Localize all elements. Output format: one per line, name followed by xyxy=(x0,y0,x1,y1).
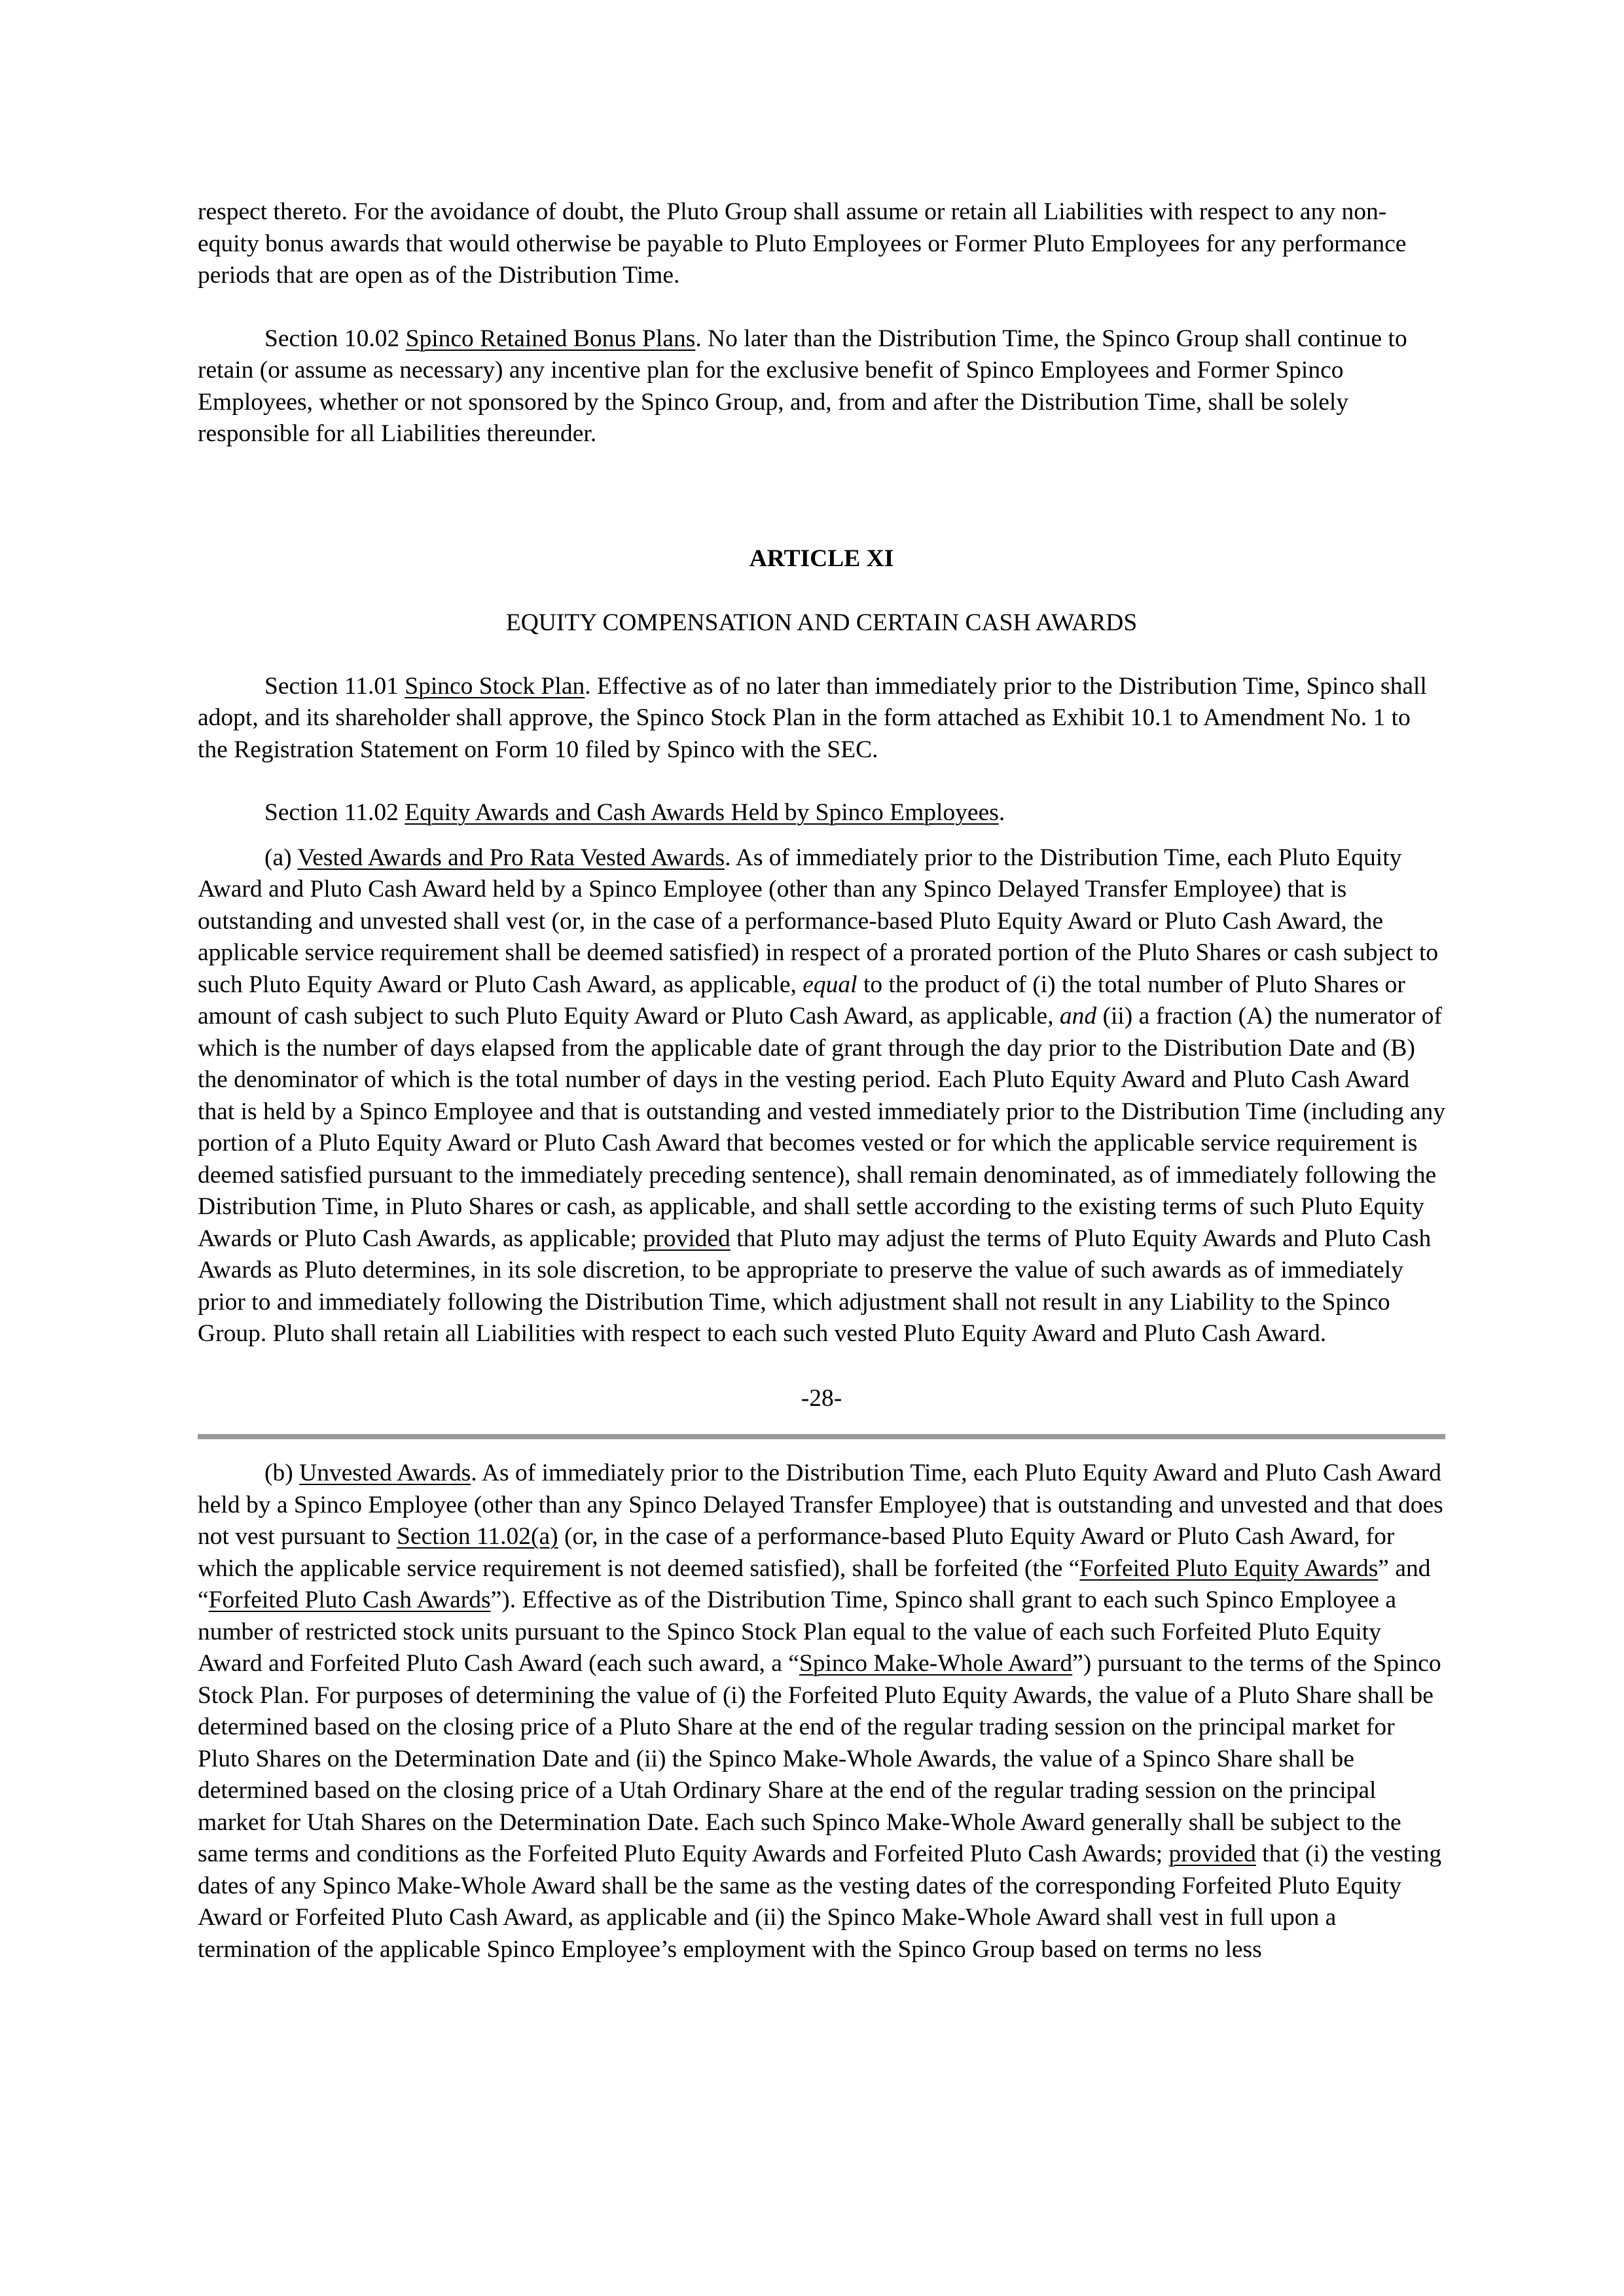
subsection-b-text-6: that (i) the vesting dates of any Spinco Make-Whole Award shall be the same as the vesting dates of the corresponding Forfeited Pluto Equity Award or Forfeited Pluto Cash Award, as applicable and (ii) the Spinco Make-Whole Award shall vest in full upon a termination of the applicable Spinco Employee’s employment with the Spinco Group based on terms no less xyxy=(198,1840,1442,1963)
article-heading: ARTICLE XI xyxy=(749,545,894,572)
subsection-a-provided: provided xyxy=(643,1225,731,1252)
subsection-a-text-1: . As of immediately prior to the Distribution Time, each Pluto Equity Award and Pluto Cash Award held by a Spinco Employee (other than any Spinco Delayed Transfer Employee) that is outstanding and unvested shall vest (or, in the case of a performance-based Pluto Equity Award or Pluto Cash Award, the applicable service requirement shall be deemed satisfied) in respect of a prorated portion of the Pluto Shares or cash subject to such Pluto Equity Award or Pluto Cash Award, as applicable, xyxy=(198,844,1439,998)
section-10-02-body: . No later than the Distribution Time, the Spinco Group shall continue to retain (or assume as necessary) any incentive plan for the exclusive benefit of Spinco Employees and Former Spinco Employees, whether or not sponsored by the Spinco Group, and, from and after the Distribution Time, shall be solely responsible for all Liabilities thereunder. xyxy=(198,325,1407,447)
defined-term-forfeited-pluto-equity-awards: Forfeited Pluto Equity Awards xyxy=(1079,1554,1379,1582)
subsection-b-provided: provided xyxy=(1168,1840,1256,1867)
subsection-b-label: (b) xyxy=(264,1460,300,1486)
subsection-a-label: (a) xyxy=(264,844,298,871)
subsection-a-text-2: to the product of (i) the total number of Pluto Shares or amount of cash subject to such Pluto Equity Award or Pluto Cash Award, as applicable xyxy=(198,971,1405,1030)
subsection-b-text-1: . As of immediately prior to the Distribution Time, each Pluto Equity Award and Pluto Cash Award held by a Spinco Employee (other than any Spinco Delayed Transfer Employee) that is outstanding and unvested and that does not vest pursuant to xyxy=(198,1460,1443,1550)
subsection-a-paragraph xyxy=(198,842,1445,1350)
subsection-a-equal: equal xyxy=(803,971,857,998)
defined-term-forfeited-pluto-cash-awards: Forfeited Pluto Cash Awards xyxy=(208,1587,491,1613)
section-11-01-number: Section 11.01 xyxy=(264,672,405,700)
defined-term-spinco-make-whole-award: Spinco Make-Whole Award xyxy=(799,1650,1073,1677)
subsection-b-paragraph xyxy=(198,1458,1445,1965)
subsection-b-text-5: ”) pursuant to the terms of the Spinco Stock Plan. For purposes of determining the value of (i) the Forfeited Pluto Equity Awards, the value of a Pluto Share shall be determined based on the closing price of a Pluto Share at the end of the regular trading session on the principal market for Pluto Shares on the Determination Date and (ii) the Spinco Make-Whole Awards, the value of a Spinco Share shall be determined based on the closing price of a Utah Ordinary Share at the end of the regular trading session on the principal market for Utah Shares on the Determination Date. Each such Spinco Make-Whole Award generally shall be subject to the same terms and conditions as the Forfeited Pluto Equity Awards and Forfeited Pluto Cash Awards; xyxy=(198,1650,1441,1867)
subsection-a-and: , and xyxy=(1047,1003,1097,1030)
subsection-a-text-3: (ii) a fraction (A) the numerator of which is the number of days elapsed from the applicable date of grant through the day prior to the Distribution Date and (B) the denominator of which is the total number of days in the vesting period. Each Pluto Equity Award and Pluto Cash Award that is held by a Spinco Employee and that is outstanding and vested immediately prior to the Distribution Time (including any portion of a Pluto Equity Award or Pluto Cash Award that becomes vested or for which the applicable service requirement is deemed satisfied pursuant to the immediately preceding sentence), shall remain denominated, as of immediately following the Distribution Time, in Pluto Shares or cash, as applicable, and shall settle according to the existing terms of such Pluto Equity Awards or Pluto Cash Awards, as applicable; xyxy=(198,1003,1445,1252)
section-11-02-number: Section 11.02 xyxy=(264,799,405,826)
subsection-b-text-4: ”). Effective as of the Distribution Time, Spinco shall grant to each such Spinco Employee a number of restricted stock units pursuant to the Spinco Stock Plan equal to the value of each such Forfeited Pluto Equity Award and Forfeited Pluto Cash Award (each such award, a “ xyxy=(198,1587,1396,1677)
section-11-01-body: . Effective as of no later than immediately prior to the Distribution Time, Spinco shall adopt, and its shareholder shall approve, the Spinco Stock Plan in the form attached as Exhibit 10.1 to Amendment No. 1 to the Registration Statement on Form 10 filed by Spinco with the SEC. xyxy=(198,672,1427,763)
article-title: EQUITY COMPENSATION AND CERTAIN CASH AWARDS xyxy=(505,609,1138,636)
subsection-b-title: Unvested Awards xyxy=(299,1460,471,1486)
carryover-paragraph: respect thereto. For the avoidance of doubt, the Pluto Group shall assume or retain all Liabilities with respect to any non-equity bonus awards that would otherwise be payable to Pluto Employees or Former Pluto Employees for any performance periods that are open as of the Distribution Time. xyxy=(198,198,1407,289)
subsection-b-text-2: (or, in the case of a performance-based Pluto Equity Award or Pluto Cash Award, for which the applicable service requirement is not deemed satisfied), shall be forfeited (the “ xyxy=(198,1523,1395,1582)
section-11-02-end: . xyxy=(998,799,1005,826)
subsection-a-text-4: that Pluto may adjust the terms of Pluto Equity Awards and Pluto Cash Awards as Pluto determines, in its sole discretion, to be appropriate to preserve the value of such awards as of immediately prior to and immediately following the Distribution Time, which adjustment shall not result in any Liability to the Spinco Group. Pluto shall retain all Liabilities with respect to each such vested Pluto Equity Award and Pluto Cash Award. xyxy=(198,1225,1432,1347)
subsection-a-title: Vested Awards and Pro Rata Vested Awards xyxy=(297,844,725,871)
section-10-02-title: Spinco Retained Bonus Plans xyxy=(405,325,696,352)
page-number: -28- xyxy=(801,1384,842,1412)
section-11-02a-reference: Section 11.02(a) xyxy=(397,1523,558,1550)
section-11-02-heading xyxy=(198,797,1445,829)
section-11-01-paragraph xyxy=(198,671,1445,766)
section-10-02-paragraph xyxy=(198,323,1445,450)
section-10-02-number: Section 10.02 xyxy=(264,325,406,352)
section-11-01-title: Spinco Stock Plan xyxy=(405,672,585,700)
section-11-02-title: Equity Awards and Cash Awards Held by Spinco Employees xyxy=(405,799,999,826)
document-page xyxy=(198,196,1445,1965)
subsection-b-text-3: ” and “ xyxy=(198,1554,1431,1613)
page-divider xyxy=(198,1434,1445,1439)
